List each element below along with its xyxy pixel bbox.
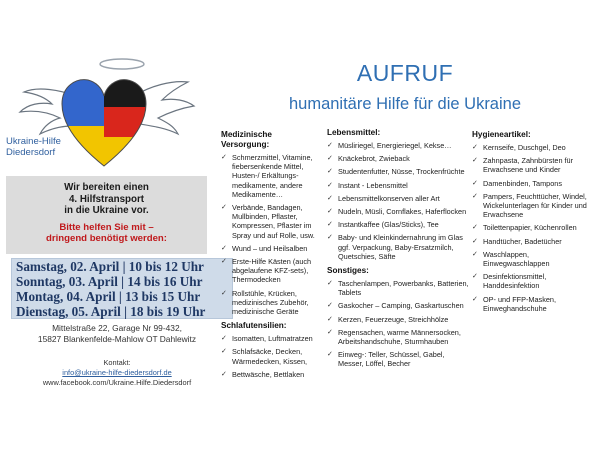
list-item — [221, 203, 317, 240]
list-item-text: OP- und FFP-Masken, Einweghandschuhe — [483, 294, 556, 313]
check-icon: ✓ — [221, 289, 227, 297]
list-item-text: Baby- und Kleinkindernahrung im Glas ggf. Verpackung, Baby-Ersatzmilch, Quetschies, Säfte — [338, 233, 463, 261]
list-item-text: Erste-Hilfe Kästen (auch abgelaufene KFZ-sets), Thermodecken — [232, 257, 312, 285]
check-icon: ✓ — [221, 370, 227, 378]
column-hygiene — [472, 130, 594, 317]
info-box-text — [6, 176, 207, 217]
info-line1: Wir bereiten einen — [64, 182, 149, 193]
list-item — [327, 301, 469, 310]
list-item — [221, 257, 317, 285]
info-line5: dringend benötigt werden: — [46, 233, 167, 244]
check-icon: ✓ — [327, 181, 333, 189]
hygiene-list — [472, 143, 594, 313]
list-item-text: Regensachen, warme Männersocken, Arbeitshandschuhe, Sturmhauben — [338, 327, 461, 347]
column-food — [327, 128, 469, 373]
email-link[interactable]: info@ukraine-hilfe-diedersdorf.de — [62, 368, 172, 377]
list-item — [221, 153, 317, 199]
list-item — [472, 295, 594, 313]
check-icon: ✓ — [472, 192, 478, 200]
list-item-text: Toilettenpapier, Küchenrollen — [483, 223, 577, 233]
check-icon: ✓ — [327, 142, 333, 149]
list-item-text: Schlafsäcke, Decken, Wärmedecken, Kissen, — [232, 347, 308, 366]
check-icon: ✓ — [472, 157, 478, 165]
info-line4: Bitte helfen Sie mit – — [59, 221, 154, 233]
date-line: Montag, 04. April | 13 bis 15 Uhr — [16, 289, 201, 304]
list-item — [327, 194, 469, 203]
check-icon: ✓ — [472, 295, 478, 303]
contact-label: Kontakt: — [103, 358, 131, 367]
list-item — [472, 237, 594, 246]
list-item-text: Schmerzmittel, Vitamine, fiebersenkende Mittel, Husten-/ Erkältungs-medikamente, andere Medikamente… — [232, 153, 313, 199]
food-list — [327, 141, 469, 261]
list-item — [221, 289, 317, 317]
list-item — [327, 141, 469, 150]
list-item-text: Einweg-: Teller, Schüssel, Gabel, Messer, Löffel, Becher — [338, 350, 445, 369]
list-item — [472, 192, 594, 220]
list-item-text: Handtücher, Badetücher — [483, 236, 562, 246]
check-icon: ✓ — [221, 154, 227, 161]
check-icon: ✓ — [472, 144, 478, 151]
list-item-text: Zahnpasta, Zahnbürsten für Erwachsene und Kinder — [483, 156, 574, 175]
address-line1: Mittelstraße 22, Garage Nr 99-432, — [52, 323, 182, 333]
list-item — [327, 233, 469, 261]
list-item-text: Isomatten, Luftmatratzen — [232, 334, 313, 344]
date-line: Sonntag, 03. April | 14 bis 16 Uhr — [16, 274, 203, 289]
list-item-text: Verbände, Bandagen, Mullbinden, Pflaster, Kompressen, Pflaster im Spray und auf Rolle, usw. — [232, 203, 315, 240]
list-item-text: Bettwäsche, Bettlaken — [232, 369, 305, 379]
list-item-text: Rollstühle, Krücken, medizinisches Zubehör, medizinische Geräte — [232, 288, 309, 317]
list-item — [472, 156, 594, 174]
list-item-text: Studentenfutter, Nüsse, Trockenfrüchte — [338, 167, 465, 177]
logo-name-line1: Ukraine-Hilfe — [6, 136, 61, 147]
list-item — [472, 272, 594, 290]
list-item-text: Taschenlampen, Powerbanks, Batterien, Tablets — [338, 279, 469, 298]
check-icon: ✓ — [472, 179, 478, 187]
info-line3: in die Ukraine vor. — [64, 205, 149, 216]
info-box — [6, 176, 207, 254]
check-icon: ✓ — [472, 237, 478, 245]
check-icon: ✓ — [327, 302, 333, 310]
section-heading-hygiene: Hygieneartikel: — [472, 130, 531, 139]
list-item — [472, 179, 594, 188]
list-item — [472, 250, 594, 268]
page-subtitle: humanitäre Hilfe für die Ukraine — [288, 95, 522, 113]
list-item — [327, 315, 469, 324]
check-icon: ✓ — [327, 280, 333, 288]
list-item-text: Instant - Lebensmittel — [338, 180, 408, 190]
list-item — [472, 223, 594, 232]
check-icon: ✓ — [221, 348, 227, 356]
list-item-text: Lebensmittelkonserven aller Art — [338, 193, 440, 203]
list-item — [327, 328, 469, 346]
list-item-text: Desinfektionsmittel, Handdesinfektion — [483, 272, 547, 291]
list-item — [327, 220, 469, 229]
check-icon: ✓ — [472, 250, 478, 258]
sleep-list — [221, 334, 317, 379]
list-item — [472, 143, 594, 152]
list-item-text: Müsliriegel, Energieriegel, Kekse… — [338, 141, 452, 150]
list-item-text: Kernseife, Duschgel, Deo — [483, 143, 566, 152]
address — [6, 323, 228, 345]
info-line2: 4. Hilfstransport — [68, 193, 145, 205]
list-item — [327, 207, 469, 216]
list-item-text: Waschlappen, Einwegwaschlappen — [483, 249, 550, 269]
list-item-text: Gaskocher – Camping, Gaskartuschen — [338, 301, 464, 311]
check-icon: ✓ — [327, 351, 333, 359]
list-item — [221, 370, 317, 379]
list-item-text: Nudeln, Müsli, Cornflakes, Haferflocken — [338, 207, 467, 217]
list-item-text: Pampers, Feuchttücher, Windel, Wickelunterlagen für Kinder und Erwachsene — [483, 191, 587, 220]
flyer — [0, 56, 597, 392]
list-item — [327, 279, 469, 297]
list-item — [327, 181, 469, 190]
heading-medical-line2: Versorgung: — [221, 140, 270, 149]
section-heading-misc: Sonstiges: — [327, 266, 369, 276]
list-item-text: Knäckebrot, Zwieback — [338, 154, 410, 164]
date-line: Dienstag, 05. April | 18 bis 19 Uhr — [16, 304, 206, 319]
section-heading-sleep: Schlafutensilien: — [221, 321, 287, 331]
address-line2: 15827 Blankenfelde-Mahlow OT Dahlewitz — [37, 334, 197, 344]
check-icon: ✓ — [221, 204, 227, 212]
check-icon: ✓ — [327, 315, 333, 323]
logo-name-line2: Diedersdorf — [6, 147, 56, 158]
section-heading-medical — [221, 130, 317, 150]
check-icon: ✓ — [327, 221, 333, 229]
logo-text — [6, 136, 96, 158]
check-icon: ✓ — [221, 258, 227, 266]
check-icon: ✓ — [327, 155, 333, 163]
check-icon: ✓ — [327, 194, 333, 202]
list-item-text: Wund – und Heilsalben — [232, 243, 308, 253]
check-icon: ✓ — [327, 328, 333, 336]
check-icon: ✓ — [221, 335, 227, 343]
list-item — [221, 334, 317, 343]
info-alert — [6, 222, 207, 245]
list-item-text: Instantkaffee (Glas/Sticks), Tee — [338, 220, 439, 230]
list-item — [327, 154, 469, 163]
dates-box — [11, 258, 233, 319]
medical-list — [221, 153, 317, 316]
check-icon: ✓ — [221, 244, 227, 252]
check-icon: ✓ — [327, 208, 333, 216]
column-medical — [221, 130, 317, 383]
list-item — [327, 350, 469, 368]
contact — [6, 358, 228, 388]
check-icon: ✓ — [327, 168, 333, 176]
list-item-text: Kerzen, Feuerzeuge, Streichhölze — [338, 314, 449, 324]
list-item-text: Damenbinden, Tampons — [483, 178, 562, 188]
check-icon: ✓ — [472, 273, 478, 281]
heading-medical-line1: Medizinische — [221, 130, 272, 139]
list-item — [221, 244, 317, 253]
check-icon: ✓ — [472, 224, 478, 232]
misc-list — [327, 279, 469, 369]
check-icon: ✓ — [327, 234, 333, 242]
facebook-link[interactable]: www.facebook.com/Ukraine.Hilfe.Diedersdorf — [42, 378, 192, 387]
list-item — [327, 167, 469, 176]
date-line: Samstag, 02. April | 10 bis 12 Uhr — [16, 259, 204, 274]
page-title: AUFRUF — [356, 60, 454, 86]
list-item — [221, 347, 317, 365]
section-heading-food: Lebensmittel: — [327, 128, 381, 137]
